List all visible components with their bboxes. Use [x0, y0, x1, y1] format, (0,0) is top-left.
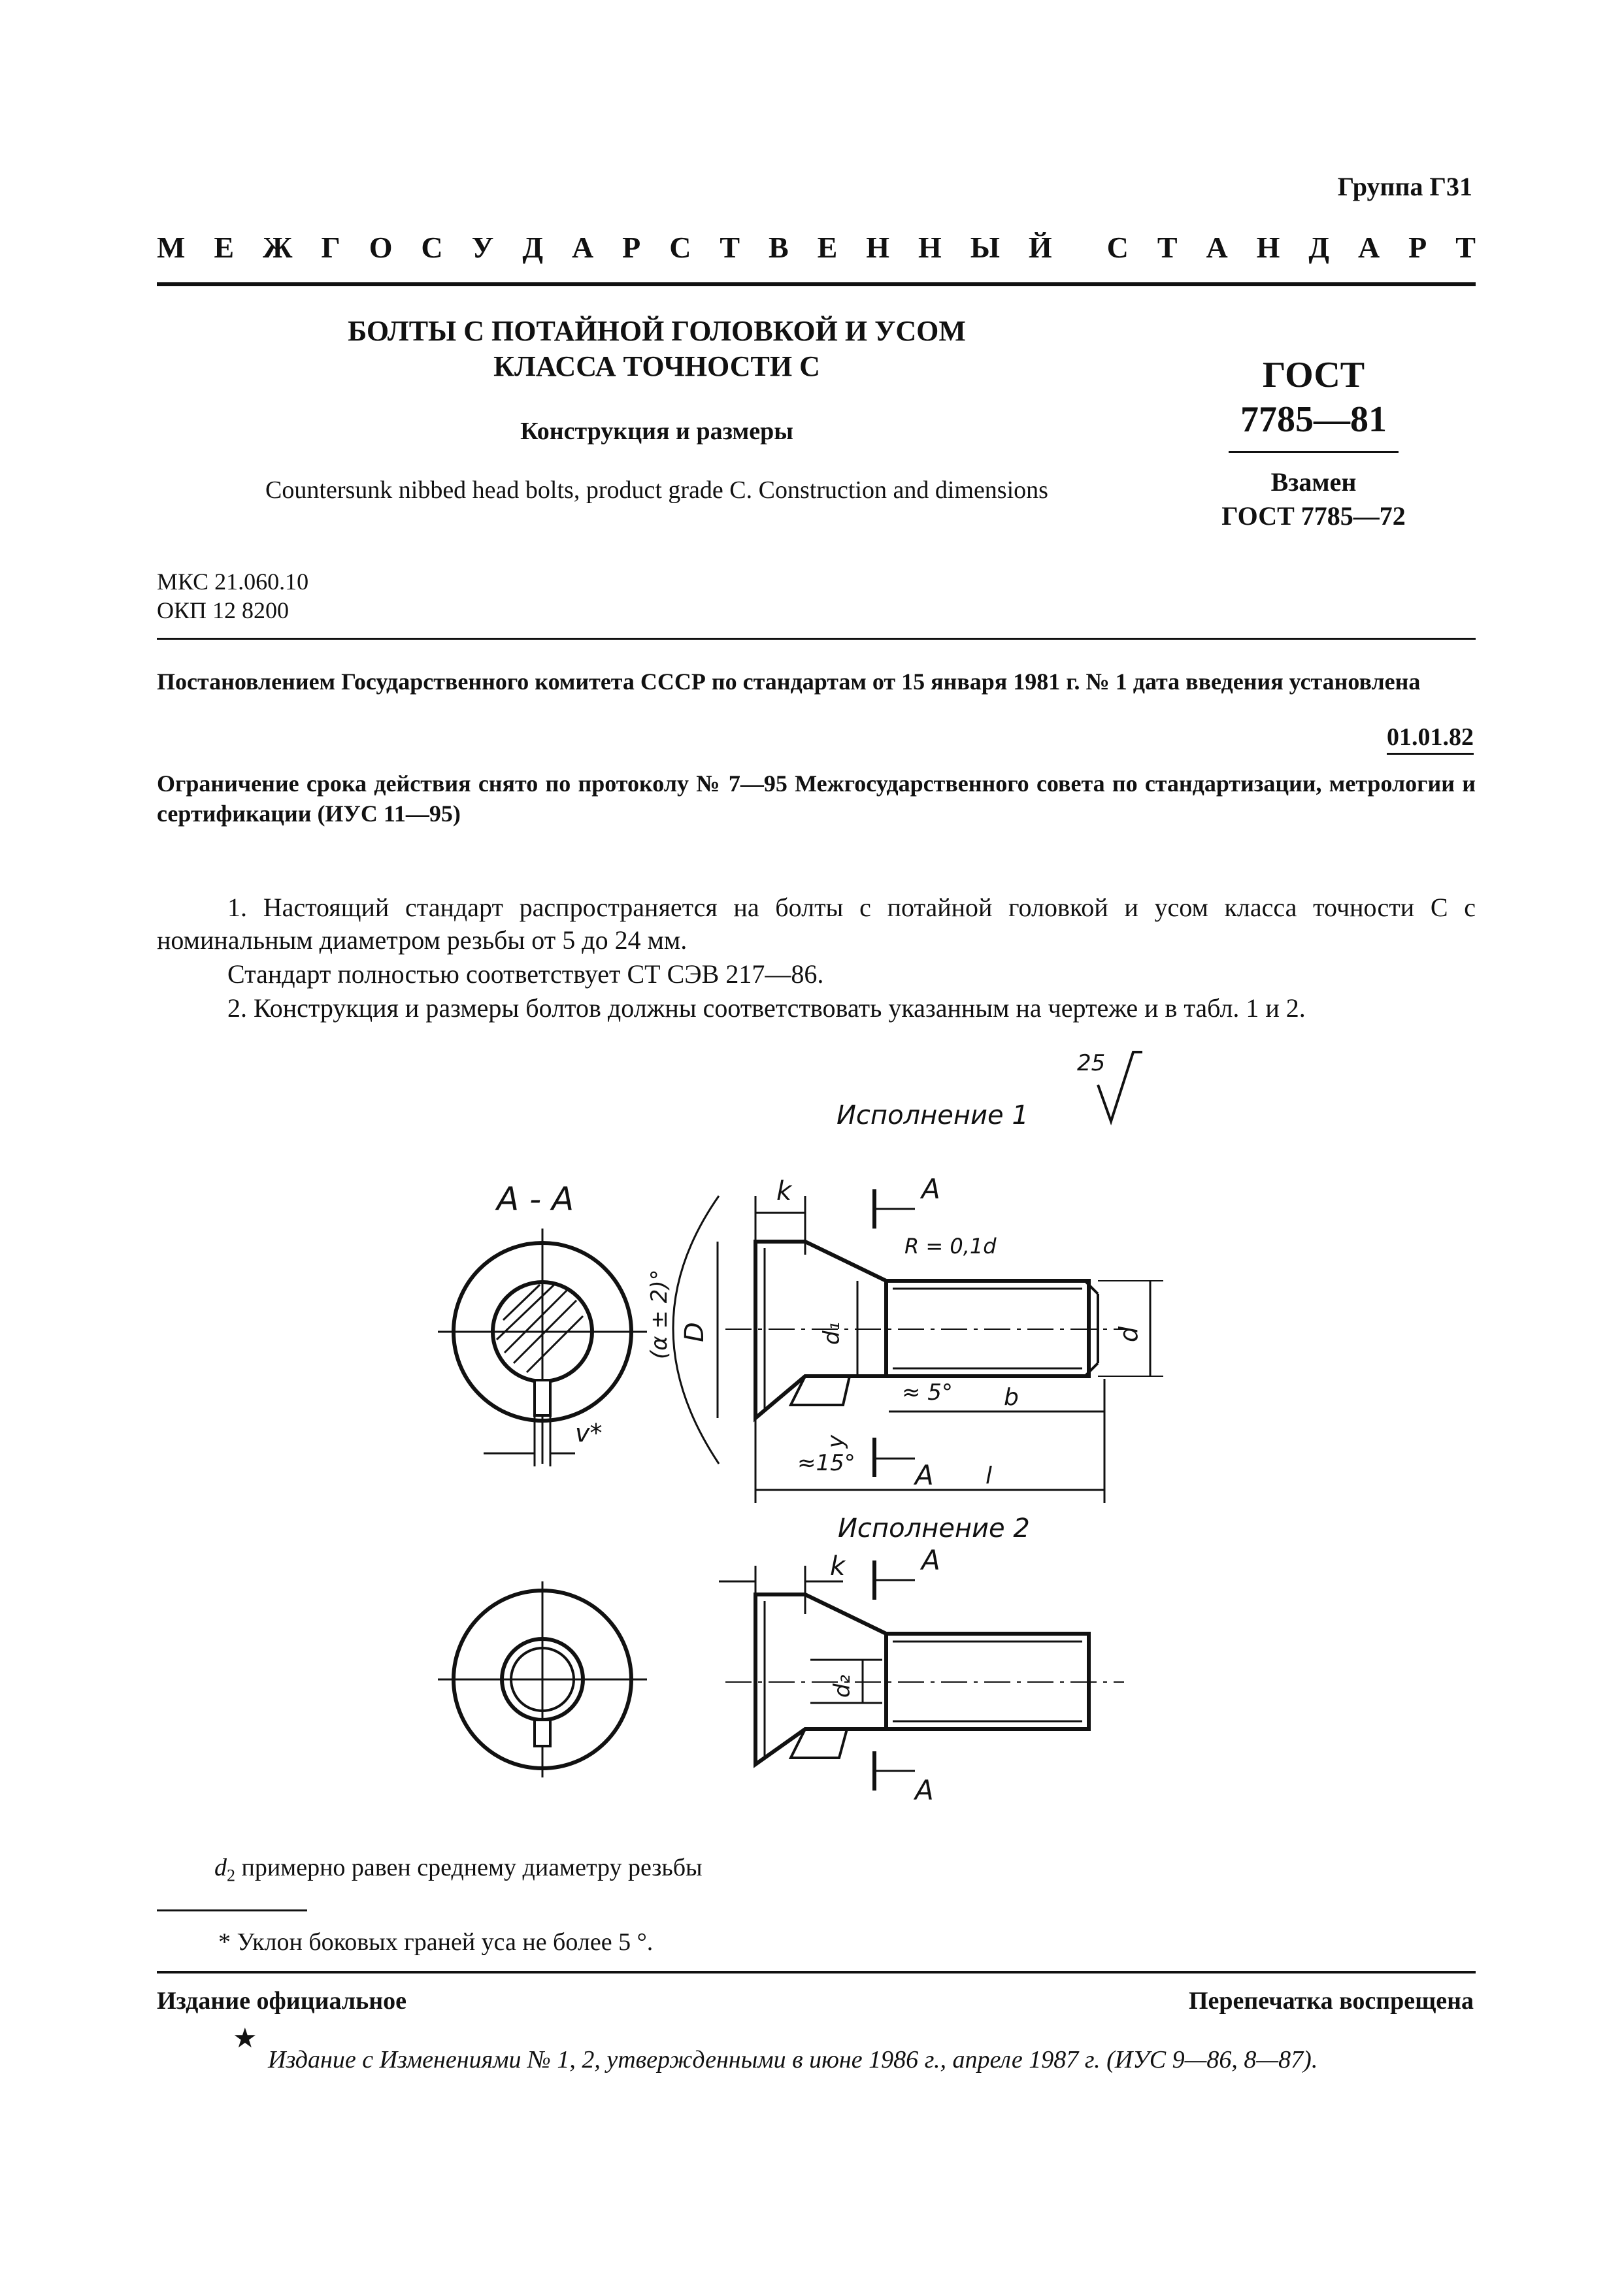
- document-subtitle: Конструкция и размеры: [520, 418, 793, 445]
- roughness-symbol: [1077, 1050, 1142, 1121]
- b-label: b: [1004, 1384, 1019, 1411]
- heading-letter: С: [669, 231, 691, 264]
- heading-letter: А: [1357, 231, 1380, 264]
- heading-letter: С: [1106, 231, 1129, 264]
- official-edition: Издание официальное: [157, 1987, 407, 2015]
- variant-1-label: Исполнение 1: [837, 1100, 1029, 1131]
- group-code: Группа Г31: [1337, 172, 1472, 201]
- section-view-1: [438, 1180, 647, 1466]
- heading-letter: Р: [622, 231, 641, 264]
- alpha-label: (α ± 2)°: [646, 1269, 672, 1359]
- section-view-2: [438, 1581, 647, 1777]
- heading-letter: Т: [1157, 231, 1178, 264]
- d2-note-text: примерно равен среднему диаметру резьбы: [235, 1854, 703, 1881]
- heading-letter: В: [769, 231, 789, 264]
- title-line-1: БОЛТЫ С ПОТАЙНОЙ ГОЛОВКОЙ И УСОМ: [348, 315, 966, 347]
- heading-letter: С: [421, 231, 443, 264]
- section-arrow-label-bottom: А: [915, 1459, 934, 1491]
- replaces-standard: ГОСТ 7785—72: [1221, 501, 1406, 531]
- y-label: y: [823, 1434, 849, 1448]
- okp-code: ОКП 12 8200: [157, 597, 290, 623]
- d1-label: d₁: [819, 1321, 845, 1345]
- heading-letter: Т: [1455, 231, 1476, 264]
- d2-symbol: d: [214, 1854, 227, 1881]
- heading-letter: Д: [1308, 231, 1330, 264]
- section-label: А - А: [497, 1180, 574, 1218]
- section-arrow-label-bottom-2: А: [915, 1774, 934, 1806]
- reprint-prohibited: Перепечатка воспрещена: [1188, 1987, 1474, 2015]
- d2-label: d₂: [829, 1674, 855, 1698]
- gost-label: ГОСТ: [1262, 355, 1365, 395]
- heading-letter: М: [157, 231, 186, 264]
- variant-2-label: Исполнение 2: [838, 1513, 1030, 1544]
- paragraph-1b: Стандарт полностью соответствует СТ СЭВ 217—86.: [227, 959, 824, 989]
- d-label: d: [1114, 1326, 1143, 1342]
- d2-subscript: 2: [227, 1866, 235, 1885]
- paragraph-2: 2. Конструкция и размеры болтов должны соответствовать указанным на чертеже и в табл. 1 и 2.: [227, 993, 1306, 1023]
- heading-letter: Т: [720, 231, 740, 264]
- decree-text: Постановлением Государственного комитета СССР по стандартам от 15 января 1981 г. № 1 дата введения установлена: [157, 669, 1421, 695]
- footnote-rule: [157, 1909, 307, 1911]
- heading-letter: Н: [1256, 231, 1280, 264]
- heading-letter: Р: [1408, 231, 1427, 264]
- k-label-2: k: [830, 1551, 846, 1581]
- replaces-label: Взамен: [1270, 467, 1357, 497]
- footer-rule: [157, 1971, 1476, 1973]
- footnote: * Уклон боковых граней уса не более 5 °.: [218, 1928, 654, 1956]
- heading-letter: Д: [522, 231, 543, 264]
- heading-letter: Н: [866, 231, 890, 264]
- introduction-date: 01.01.82: [1387, 723, 1474, 755]
- D-label: D: [680, 1322, 710, 1342]
- l-label: l: [986, 1462, 993, 1489]
- section-arrow-label-top-2: А: [921, 1544, 940, 1576]
- heading-letter: Ж: [263, 231, 293, 264]
- changes-note: Издание с Изменениями № 1, 2, утвержденными в июне 1986 г., апреле 1987 г. (ИУС 9—86, 8—87).: [268, 2046, 1318, 2073]
- bolt-view-2: [719, 1544, 1124, 1806]
- section-arrow-label-top: А: [921, 1173, 940, 1205]
- gost-number: 7785—81: [1240, 399, 1387, 440]
- mks-code: МКС 21.060.10: [157, 569, 309, 595]
- heading-letter: У: [471, 231, 494, 264]
- limitation-text: Ограничение срока действия снято по протоколу № 7—95 Межгосударственного совета по стандартизации, метрологии и сертификации (ИУС 11—95): [157, 770, 1476, 827]
- radius-label: R = 0,1d: [904, 1234, 997, 1259]
- heading-letter: А: [571, 231, 594, 264]
- roughness-value: 25: [1077, 1050, 1106, 1076]
- title-line-2: КЛАССА ТОЧНОСТИ С: [493, 350, 820, 382]
- bolt-view-1: [646, 1173, 1163, 1503]
- star-icon: ★: [233, 2024, 257, 2054]
- angle-15-label: ≈15°: [797, 1450, 855, 1476]
- heading-letter: Й: [1028, 231, 1052, 264]
- angle-5-label: ≈ 5°: [902, 1379, 953, 1406]
- heading-letter: О: [369, 231, 393, 264]
- heading-letter: Г: [321, 231, 340, 264]
- d2-note: [214, 1853, 703, 1886]
- paragraph-1: 1. Настоящий стандарт распространяется на болты с потайной головкой и усом класса точности С с номинальным диаметром резьбы от 5 до 24 мм.: [157, 893, 1476, 955]
- k-label: k: [776, 1176, 792, 1206]
- heading-letter: Е: [817, 231, 838, 264]
- heading-letter: Ы: [970, 231, 1000, 264]
- heading-letter: Н: [918, 231, 942, 264]
- v-label: v*: [575, 1419, 603, 1447]
- english-title: Countersunk nibbed head bolts, product grade C. Construction and dimensions: [265, 476, 1048, 504]
- heading-letter: Е: [214, 231, 235, 264]
- heading-letter: А: [1206, 231, 1228, 264]
